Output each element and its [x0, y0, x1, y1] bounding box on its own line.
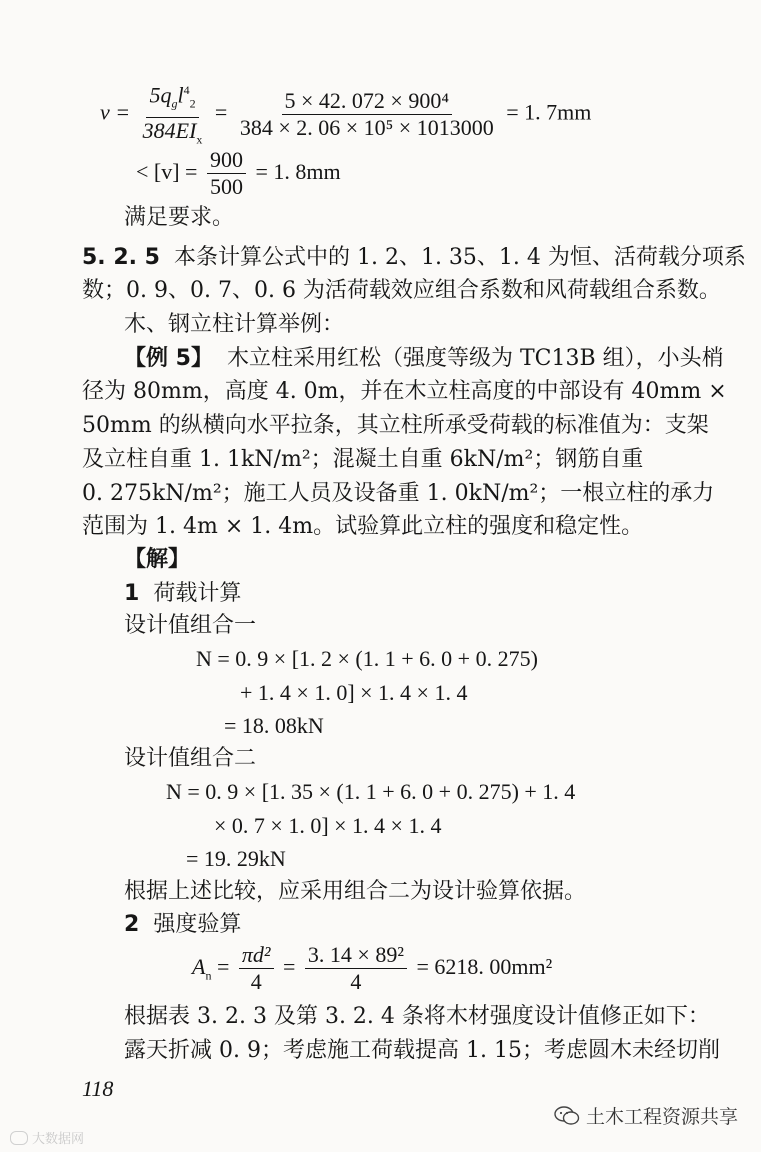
limit-formula: < [v] = $\frac{900}{500}$ = 1. 8mm	[136, 147, 341, 200]
fraction-symbolic: $\frac{5q_gl^4_2}{384EI_x}$	[140, 78, 206, 151]
example-5-line-6: 范围为 1. 4m × 1. 4m。试验算此立柱的强度和稳定性。	[82, 514, 644, 539]
watermark-left: 大数据网	[10, 1128, 84, 1147]
combination-1-line-2: + 1. 4 × 1. 0] × 1. 4 × 1. 4	[240, 680, 468, 705]
chat-bubble-icon	[554, 1105, 580, 1127]
solution-label: 【解】	[124, 547, 191, 572]
watermark-right: 土木工程资源共享	[554, 1102, 738, 1129]
example-5-line-1: 【例 5】 木立柱采用红松（强度等级为 TC13B 组），小头梢	[124, 346, 724, 371]
combination-1-line-1: N = 0. 9 × [1. 2 × (1. 1 + 6. 0 + 0. 275)	[196, 646, 538, 671]
clause-5-2-5: 5. 2. 5 本条计算公式中的 1. 2、1. 35、1. 4 为恒、活荷载分项系	[82, 245, 746, 270]
page-number: 118	[82, 1076, 114, 1101]
fraction-numeric: $\frac{\text{5 × 42. 072 × 900⁴}}{\text{384 × 2. 06 × 10⁵ × 1013000}}$	[239, 88, 494, 141]
table-reference-line: 根据表 3. 2. 3 及第 3. 2. 4 条将木材强度设计值修正如下：	[124, 1004, 710, 1029]
satisfied-text: 满足要求。	[124, 205, 235, 230]
combination-1-result: = 18. 08kN	[224, 713, 324, 738]
deflection-formula: v = $\frac{5q_gl^4_2}{384EI_x}$ = $\frac{\text{5 × 42. 072 × 900⁴}}{\text{384 × 2. 06 × 10⁵ × 1013000}}$ = 1. 7mm	[100, 78, 591, 138]
clause-line-2: 数；0. 9、0. 7、0. 6 为活荷载效应组合系数和风荷载组合系数。	[82, 278, 721, 303]
comparison-conclusion: 根据上述比较，应采用组合二为设计验算依据。	[124, 879, 587, 904]
formula-lhs: v =	[100, 99, 131, 125]
combination-2-result: = 19. 29kN	[186, 846, 286, 871]
combination-2-line-2: × 0. 7 × 1. 0] × 1. 4 × 1. 4	[214, 813, 442, 838]
section-2-heading: 2 强度验算	[124, 912, 242, 937]
example-5-line-2: 径为 80mm，高度 4. 0m，并在木立柱高度的中部设有 40mm ×	[82, 379, 727, 404]
reduction-factors-line: 露天折减 0. 9；考虑施工荷载提高 1. 15；考虑圆木未经切削	[124, 1038, 720, 1063]
deflection-result: = 1. 7mm	[506, 99, 592, 125]
combination-2-label: 设计值组合二	[124, 746, 257, 771]
section-1-heading: 1 荷载计算	[124, 581, 242, 606]
example-5-line-4: 及立柱自重 1. 1kN/m²；混凝土自重 6kN/m²；钢筋自重	[82, 447, 644, 472]
logo-icon	[10, 1131, 28, 1145]
examples-intro: 木、钢立柱计算举例：	[124, 312, 345, 337]
combination-1-label: 设计值组合一	[124, 613, 257, 638]
area-formula: $A_n$ = $\frac{\text{πd²}}{4}$ = $\frac{\text{3. 14 × 89²}}{4}$ = 6218. 00mm²	[192, 942, 553, 995]
example-5-line-5: 0. 275kN/m²；施工人员及设备重 1. 0kN/m²；一根立柱的承力	[82, 481, 715, 506]
combination-2-line-1: N = 0. 9 × [1. 35 × (1. 1 + 6. 0 + 0. 275) + 1. 4	[166, 779, 576, 804]
example-5-line-3: 50mm 的纵横向水平拉条，其立柱所承受荷载的标准值为：支架	[82, 413, 709, 438]
